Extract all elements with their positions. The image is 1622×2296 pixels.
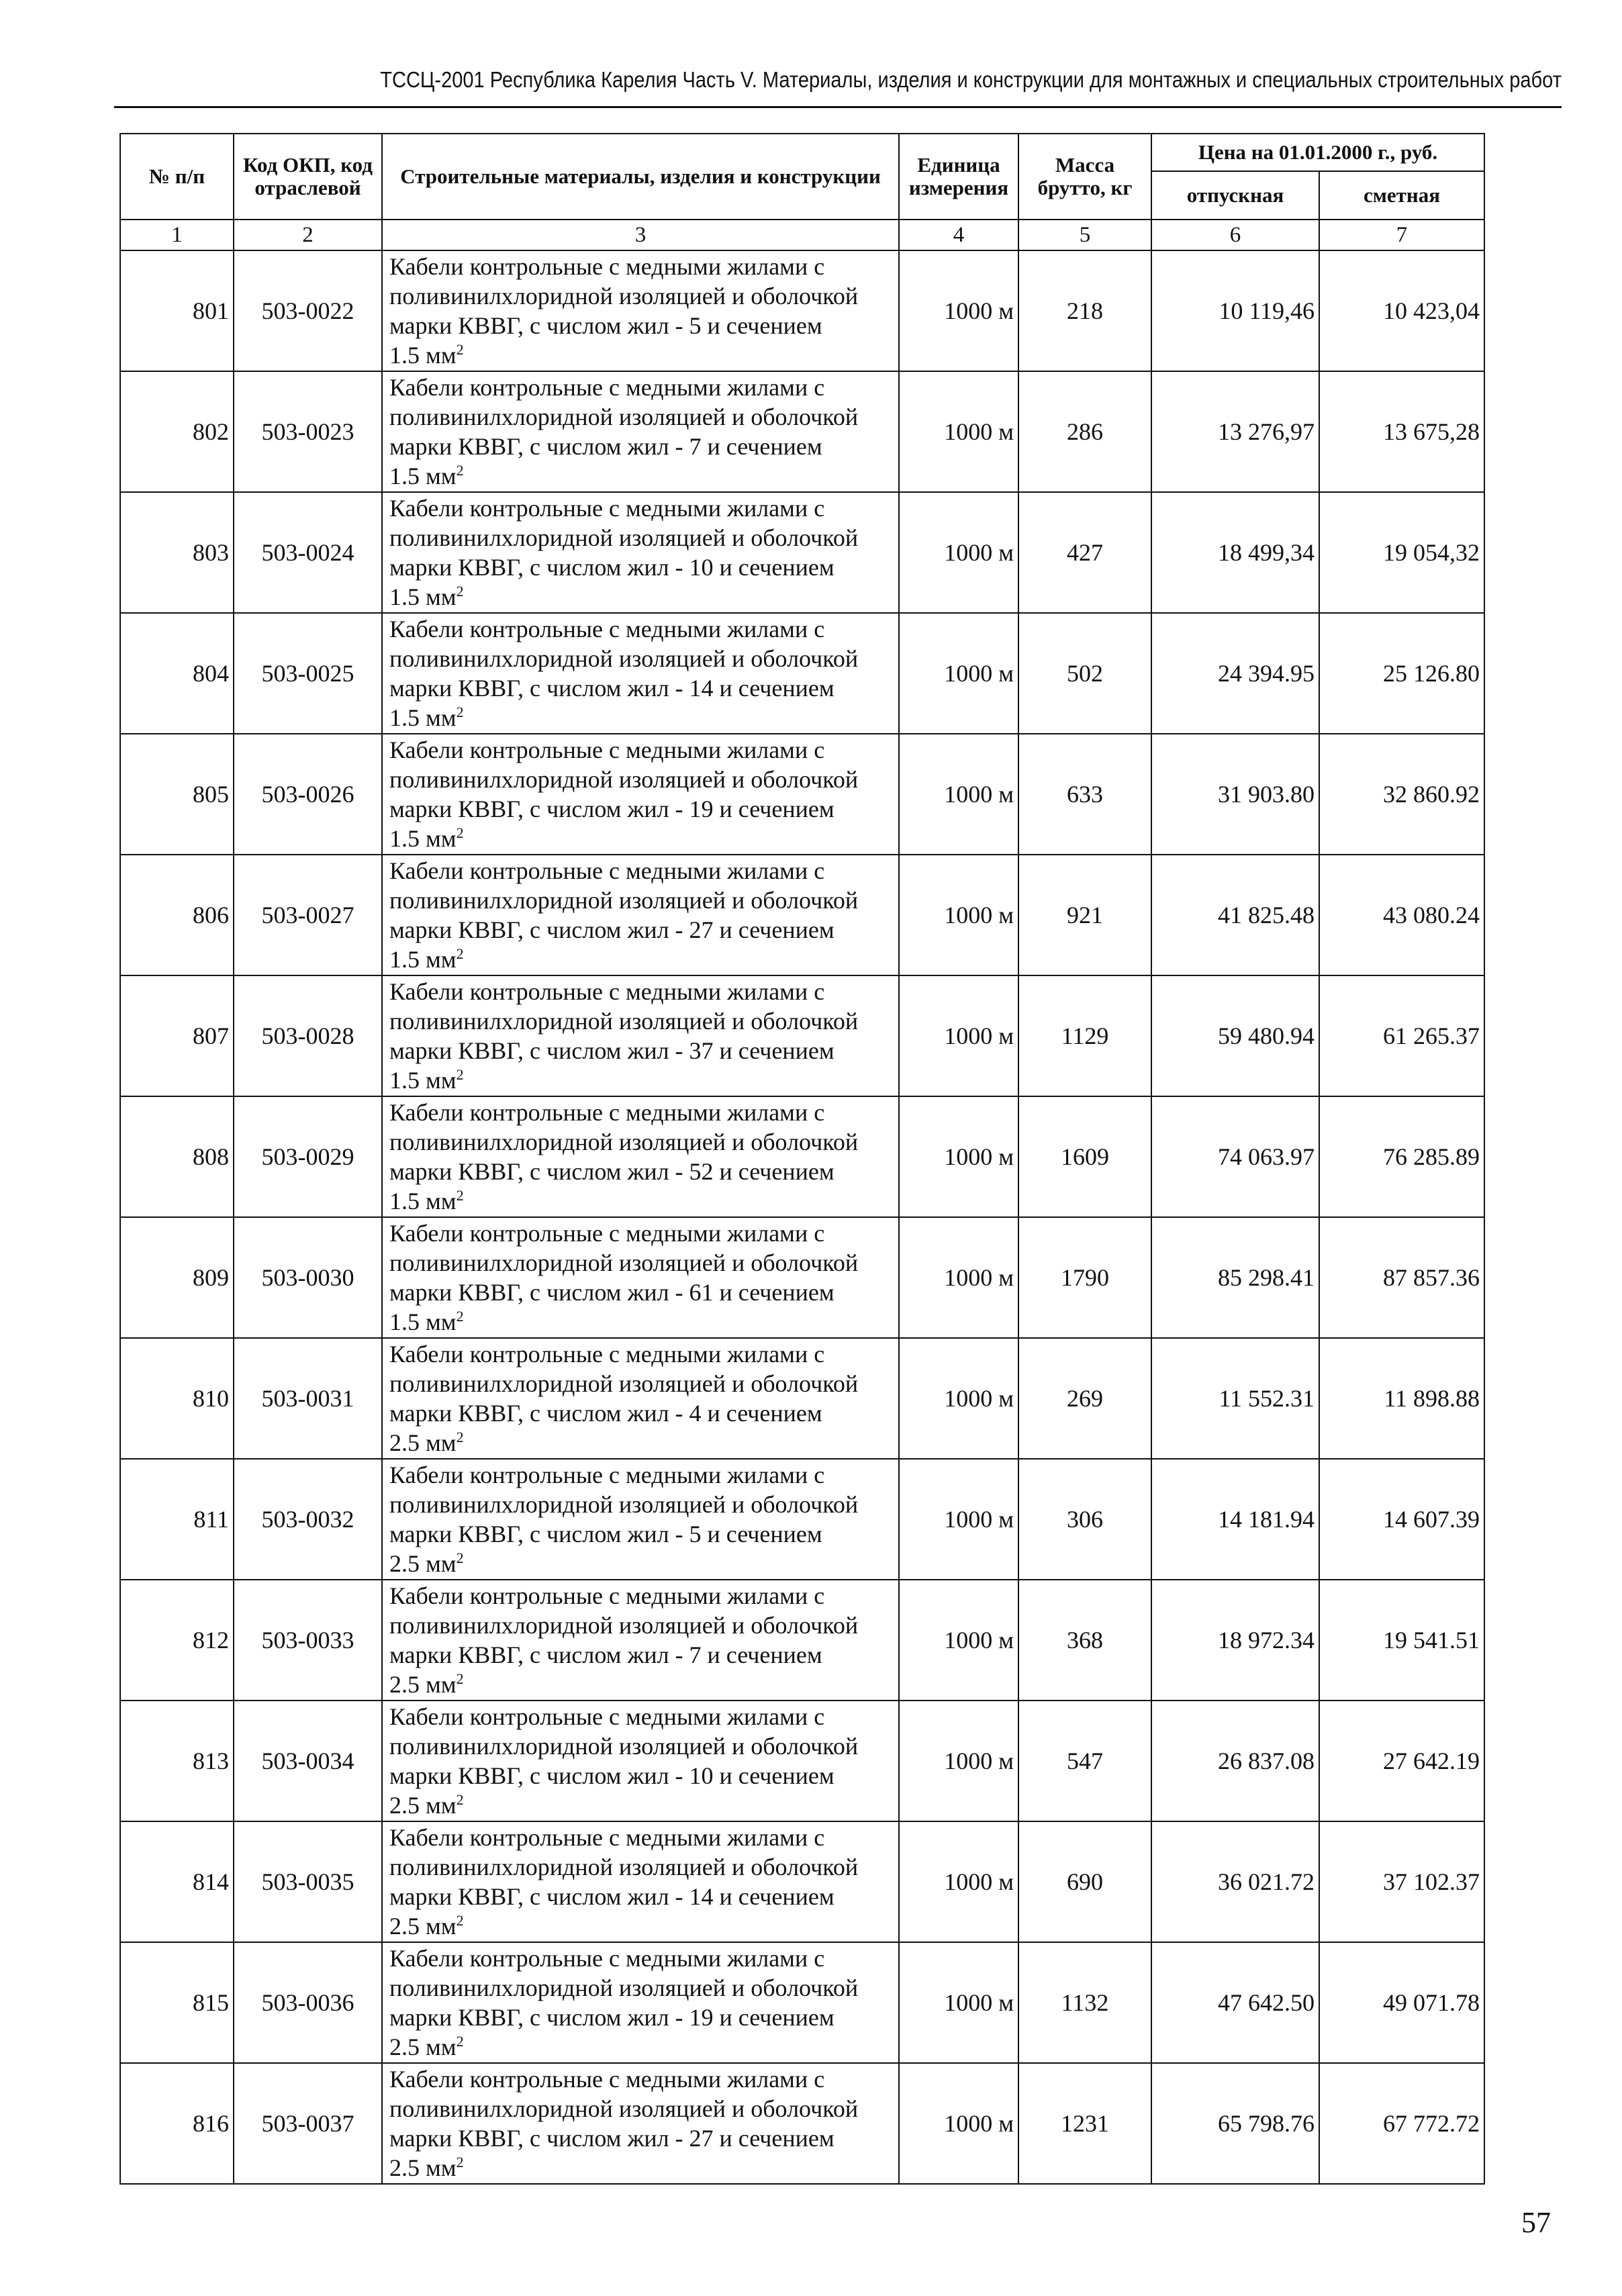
cross-section: 1.5 мм xyxy=(389,1067,457,1094)
description-line: марки КВВГ, с числом жил - 7 и сечением xyxy=(389,1641,822,1668)
cross-section: 1.5 мм xyxy=(389,463,457,489)
description-line: марки КВВГ, с числом жил - 10 и сечением xyxy=(389,1762,834,1789)
row-code: 503-0022 xyxy=(234,250,382,371)
superscript: 2 xyxy=(456,1791,464,1808)
cross-section: 1.5 мм xyxy=(389,825,457,852)
description-line xyxy=(389,703,898,732)
page-number: 57 xyxy=(1521,2206,1551,2239)
row-number: 812 xyxy=(120,1580,234,1701)
description-line: Кабели контрольные с медными жилами с xyxy=(389,857,825,884)
table-row xyxy=(120,250,1484,371)
row-code: 503-0035 xyxy=(234,1821,382,1942)
row-estimate-price: 10 423,04 xyxy=(1319,250,1484,371)
row-number: 801 xyxy=(120,250,234,371)
row-code: 503-0036 xyxy=(234,1942,382,2063)
superscript: 2 xyxy=(456,1549,464,1566)
row-release-price: 31 903.80 xyxy=(1151,734,1319,855)
row-number: 815 xyxy=(120,1942,234,2063)
row-estimate-price: 49 071.78 xyxy=(1319,1942,1484,2063)
description-line xyxy=(389,1670,898,1699)
description-line: поливинилхлоридной изоляцией и оболочкой xyxy=(389,1491,859,1518)
row-unit: 1000 м xyxy=(899,1701,1018,1821)
row-mass: 1129 xyxy=(1018,975,1151,1096)
description-line: поливинилхлоридной изоляцией и оболочкой xyxy=(389,1008,859,1035)
description-line: марки КВВГ, с числом жил - 37 и сечением xyxy=(389,1037,834,1064)
table-row xyxy=(120,1942,1484,2063)
cross-section: 2.5 мм xyxy=(389,2034,457,2060)
row-release-price: 41 825.48 xyxy=(1151,855,1319,975)
column-number: 2 xyxy=(234,220,382,250)
col-header-mass: Масса брутто, кг xyxy=(1018,134,1151,220)
description-line: Кабели контрольные с медными жилами с xyxy=(389,1220,825,1247)
row-mass: 269 xyxy=(1018,1338,1151,1459)
description-line xyxy=(389,461,898,491)
row-code: 503-0028 xyxy=(234,975,382,1096)
row-estimate-price: 43 080.24 xyxy=(1319,855,1484,975)
row-description xyxy=(382,1096,899,1217)
row-code: 503-0032 xyxy=(234,1459,382,1580)
superscript: 2 xyxy=(456,1429,464,1445)
col-header-release: отпускная xyxy=(1151,171,1319,220)
row-code: 503-0027 xyxy=(234,855,382,975)
row-estimate-price: 19 541.51 xyxy=(1319,1580,1484,1701)
description-line: поливинилхлоридной изоляцией и оболочкой xyxy=(389,645,859,672)
row-number: 806 xyxy=(120,855,234,975)
row-number: 802 xyxy=(120,371,234,492)
row-description xyxy=(382,1338,899,1459)
row-description xyxy=(382,734,899,855)
row-unit: 1000 м xyxy=(899,1580,1018,1701)
row-mass: 286 xyxy=(1018,371,1151,492)
row-estimate-price: 37 102.37 xyxy=(1319,1821,1484,1942)
superscript: 2 xyxy=(456,1066,464,1083)
row-code: 503-0034 xyxy=(234,1701,382,1821)
row-estimate-price: 32 860.92 xyxy=(1319,734,1484,855)
column-number: 5 xyxy=(1018,220,1151,250)
row-estimate-price: 19 054,32 xyxy=(1319,492,1484,613)
row-estimate-price: 61 265.37 xyxy=(1319,975,1484,1096)
row-description xyxy=(382,613,899,734)
row-unit: 1000 м xyxy=(899,855,1018,975)
description-line: Кабели контрольные с медными жилами с xyxy=(389,1099,825,1126)
description-line: поливинилхлоридной изоляцией и оболочкой xyxy=(389,283,859,309)
row-code: 503-0033 xyxy=(234,1580,382,1701)
superscript: 2 xyxy=(456,2154,464,2170)
row-number: 803 xyxy=(120,492,234,613)
row-mass: 690 xyxy=(1018,1821,1151,1942)
col-header-price: Цена на 01.01.2000 г., руб. xyxy=(1151,134,1484,171)
table-row xyxy=(120,371,1484,492)
col-header-estimate: сметная xyxy=(1319,171,1484,220)
row-code: 503-0023 xyxy=(234,371,382,492)
row-description xyxy=(382,1459,899,1580)
row-description xyxy=(382,855,899,975)
table-row xyxy=(120,1701,1484,1821)
description-line: марки КВВГ, с числом жил - 27 и сечением xyxy=(389,2125,834,2152)
row-code: 503-0029 xyxy=(234,1096,382,1217)
column-number: 4 xyxy=(899,220,1018,250)
row-unit: 1000 м xyxy=(899,2063,1018,2184)
row-estimate-price: 87 857.36 xyxy=(1319,1217,1484,1338)
description-line: поливинилхлоридной изоляцией и оболочкой xyxy=(389,1612,859,1639)
description-line: Кабели контрольные с медными жилами с xyxy=(389,1703,825,1730)
description-line: Кабели контрольные с медными жилами с xyxy=(389,1582,825,1609)
description-line: Кабели контрольные с медными жилами с xyxy=(389,1341,825,1368)
row-unit: 1000 м xyxy=(899,975,1018,1096)
description-line: поливинилхлоридной изоляцией и оболочкой xyxy=(389,1854,859,1880)
description-line: поливинилхлоридной изоляцией и оболочкой xyxy=(389,1249,859,1276)
row-release-price: 85 298.41 xyxy=(1151,1217,1319,1338)
description-line: Кабели контрольные с медными жилами с xyxy=(389,1824,825,1851)
row-code: 503-0037 xyxy=(234,2063,382,2184)
description-line xyxy=(389,945,898,974)
description-line: марки КВВГ, с числом жил - 5 и сечением xyxy=(389,1521,822,1547)
superscript: 2 xyxy=(456,824,464,841)
superscript: 2 xyxy=(456,945,464,962)
row-number: 809 xyxy=(120,1217,234,1338)
row-estimate-price: 11 898.88 xyxy=(1319,1338,1484,1459)
row-number: 807 xyxy=(120,975,234,1096)
description-line: Кабели контрольные с медными жилами с xyxy=(389,978,825,1005)
superscript: 2 xyxy=(456,1308,464,1325)
row-release-price: 18 499,34 xyxy=(1151,492,1319,613)
description-line: поливинилхлоридной изоляцией и оболочкой xyxy=(389,2095,859,2122)
description-line: марки КВВГ, с числом жил - 27 и сечением xyxy=(389,916,834,943)
cross-section: 1.5 мм xyxy=(389,946,457,973)
description-line: марки КВВГ, с числом жил - 7 и сечением xyxy=(389,433,822,460)
cross-section: 2.5 мм xyxy=(389,1429,457,1456)
row-number: 813 xyxy=(120,1701,234,1821)
table-row xyxy=(120,1096,1484,1217)
row-description xyxy=(382,975,899,1096)
description-line: Кабели контрольные с медными жилами с xyxy=(389,2066,825,2093)
row-estimate-price: 27 642.19 xyxy=(1319,1701,1484,1821)
description-line: Кабели контрольные с медными жилами с xyxy=(389,1462,825,1488)
row-release-price: 47 642.50 xyxy=(1151,1942,1319,2063)
description-line: Кабели контрольные с медными жилами с xyxy=(389,616,825,642)
superscript: 2 xyxy=(456,341,464,358)
table-row xyxy=(120,1338,1484,1459)
row-description xyxy=(382,2063,899,2184)
description-line: Кабели контрольные с медными жилами с xyxy=(389,253,825,280)
row-number: 816 xyxy=(120,2063,234,2184)
row-description xyxy=(382,1942,899,2063)
description-line: марки КВВГ, с числом жил - 19 и сечением xyxy=(389,796,834,822)
row-release-price: 24 394.95 xyxy=(1151,613,1319,734)
description-line: Кабели контрольные с медными жилами с xyxy=(389,1945,825,1972)
page-header: ТССЦ-2001 Республика Карелия Часть V. Материалы, изделия и конструкции для монтажных и специальных строительных работ xyxy=(380,67,1562,92)
row-mass: 1790 xyxy=(1018,1217,1151,1338)
row-mass: 427 xyxy=(1018,492,1151,613)
row-number: 814 xyxy=(120,1821,234,1942)
column-number: 3 xyxy=(382,220,899,250)
row-unit: 1000 м xyxy=(899,371,1018,492)
description-line: марки КВВГ, с числом жил - 14 и сечением xyxy=(389,675,834,702)
price-table xyxy=(120,133,1485,2185)
row-mass: 547 xyxy=(1018,1701,1151,1821)
description-line: поливинилхлоридной изоляцией и оболочкой xyxy=(389,1974,859,2001)
table-row xyxy=(120,613,1484,734)
row-mass: 368 xyxy=(1018,1580,1151,1701)
description-line xyxy=(389,1307,898,1337)
table-row xyxy=(120,855,1484,975)
row-mass: 218 xyxy=(1018,250,1151,371)
description-line: марки КВВГ, с числом жил - 4 и сечением xyxy=(389,1400,822,1427)
cross-section: 1.5 мм xyxy=(389,583,457,610)
row-mass: 306 xyxy=(1018,1459,1151,1580)
description-line: Кабели контрольные с медными жилами с xyxy=(389,495,825,522)
cross-section: 1.5 мм xyxy=(389,1308,457,1335)
superscript: 2 xyxy=(456,1912,464,1929)
description-line xyxy=(389,1911,898,1941)
row-code: 503-0031 xyxy=(234,1338,382,1459)
column-number: 1 xyxy=(120,220,234,250)
row-unit: 1000 м xyxy=(899,1821,1018,1942)
table-row xyxy=(120,1821,1484,1942)
description-line: поливинилхлоридной изоляцией и оболочкой xyxy=(389,1129,859,1155)
row-estimate-price: 13 675,28 xyxy=(1319,371,1484,492)
header-rule xyxy=(114,106,1562,108)
column-number-row xyxy=(120,220,1484,250)
table-row xyxy=(120,1459,1484,1580)
row-release-price: 10 119,46 xyxy=(1151,250,1319,371)
row-release-price: 26 837.08 xyxy=(1151,1701,1319,1821)
row-unit: 1000 м xyxy=(899,250,1018,371)
cross-section: 2.5 мм xyxy=(389,1913,457,1940)
table-row xyxy=(120,1217,1484,1338)
row-number: 811 xyxy=(120,1459,234,1580)
row-estimate-price: 25 126.80 xyxy=(1319,613,1484,734)
row-description xyxy=(382,250,899,371)
row-release-price: 13 276,97 xyxy=(1151,371,1319,492)
table-row xyxy=(120,1580,1484,1701)
row-unit: 1000 м xyxy=(899,613,1018,734)
cross-section: 2.5 мм xyxy=(389,2154,457,2181)
description-line xyxy=(389,2032,898,2062)
superscript: 2 xyxy=(456,704,464,720)
row-release-price: 59 480.94 xyxy=(1151,975,1319,1096)
row-description xyxy=(382,1701,899,1821)
row-code: 503-0025 xyxy=(234,613,382,734)
row-description xyxy=(382,492,899,613)
description-line: марки КВВГ, с числом жил - 52 и сечением xyxy=(389,1158,834,1185)
col-header-unit: Единица измерения xyxy=(899,134,1018,220)
description-line: поливинилхлоридной изоляцией и оболочкой xyxy=(389,1733,859,1760)
description-line: поливинилхлоридной изоляцией и оболочкой xyxy=(389,766,859,793)
row-number: 808 xyxy=(120,1096,234,1217)
row-description xyxy=(382,1821,899,1942)
description-line: марки КВВГ, с числом жил - 5 и сечением xyxy=(389,312,822,339)
col-header-name: Строительные материалы, изделия и конструкции xyxy=(382,134,899,220)
row-description xyxy=(382,1580,899,1701)
description-line xyxy=(389,824,898,853)
row-release-price: 11 552.31 xyxy=(1151,1338,1319,1459)
row-estimate-price: 76 285.89 xyxy=(1319,1096,1484,1217)
description-line: поливинилхлоридной изоляцией и оболочкой xyxy=(389,1370,859,1397)
superscript: 2 xyxy=(456,1670,464,1687)
description-line xyxy=(389,1065,898,1095)
row-mass: 921 xyxy=(1018,855,1151,975)
cross-section: 2.5 мм xyxy=(389,1550,457,1577)
row-mass: 1132 xyxy=(1018,1942,1151,2063)
row-release-price: 14 181.94 xyxy=(1151,1459,1319,1580)
description-line xyxy=(389,1186,898,1216)
superscript: 2 xyxy=(456,462,464,479)
cross-section: 2.5 мм xyxy=(389,1792,457,1819)
row-mass: 502 xyxy=(1018,613,1151,734)
row-description xyxy=(382,371,899,492)
row-unit: 1000 м xyxy=(899,1459,1018,1580)
table-row xyxy=(120,734,1484,855)
cross-section: 1.5 мм xyxy=(389,1188,457,1214)
column-number: 6 xyxy=(1151,220,1319,250)
col-header-code: Код ОКП, код отраслевой xyxy=(234,134,382,220)
description-line: поливинилхлоридной изоляцией и оболочкой xyxy=(389,887,859,914)
description-line xyxy=(389,340,898,370)
row-number: 805 xyxy=(120,734,234,855)
description-line: поливинилхлоридной изоляцией и оболочкой xyxy=(389,403,859,430)
description-line: марки КВВГ, с числом жил - 10 и сечением xyxy=(389,554,834,581)
row-code: 503-0026 xyxy=(234,734,382,855)
table-body xyxy=(120,250,1484,2184)
row-release-price: 65 798.76 xyxy=(1151,2063,1319,2184)
row-unit: 1000 м xyxy=(899,1942,1018,2063)
column-number: 7 xyxy=(1319,220,1484,250)
row-release-price: 18 972.34 xyxy=(1151,1580,1319,1701)
row-estimate-price: 67 772.72 xyxy=(1319,2063,1484,2184)
description-line: поливинилхлоридной изоляцией и оболочкой xyxy=(389,524,859,551)
description-line: марки КВВГ, с числом жил - 14 и сечением xyxy=(389,1883,834,1910)
cross-section: 2.5 мм xyxy=(389,1671,457,1698)
row-release-price: 74 063.97 xyxy=(1151,1096,1319,1217)
row-unit: 1000 м xyxy=(899,1096,1018,1217)
description-line xyxy=(389,582,898,612)
cross-section: 1.5 мм xyxy=(389,704,457,731)
row-unit: 1000 м xyxy=(899,1338,1018,1459)
description-line: Кабели контрольные с медными жилами с xyxy=(389,374,825,401)
row-mass: 633 xyxy=(1018,734,1151,855)
description-line xyxy=(389,1549,898,1578)
description-line: марки КВВГ, с числом жил - 19 и сечением xyxy=(389,2004,834,2031)
row-mass: 1609 xyxy=(1018,1096,1151,1217)
superscript: 2 xyxy=(456,583,464,600)
row-unit: 1000 м xyxy=(899,1217,1018,1338)
table-row xyxy=(120,492,1484,613)
description-line xyxy=(389,1790,898,1820)
table-row xyxy=(120,975,1484,1096)
row-code: 503-0024 xyxy=(234,492,382,613)
superscript: 2 xyxy=(456,2033,464,2050)
row-number: 804 xyxy=(120,613,234,734)
row-mass: 1231 xyxy=(1018,2063,1151,2184)
row-code: 503-0030 xyxy=(234,1217,382,1338)
row-description xyxy=(382,1217,899,1338)
description-line: марки КВВГ, с числом жил - 61 и сечением xyxy=(389,1279,834,1306)
superscript: 2 xyxy=(456,1187,464,1204)
row-release-price: 36 021.72 xyxy=(1151,1821,1319,1942)
table-header xyxy=(120,134,1484,250)
description-line xyxy=(389,2153,898,2183)
description-line: Кабели контрольные с медными жилами с xyxy=(389,736,825,763)
table-row xyxy=(120,2063,1484,2184)
row-unit: 1000 м xyxy=(899,492,1018,613)
cross-section: 1.5 мм xyxy=(389,342,457,369)
row-estimate-price: 14 607.39 xyxy=(1319,1459,1484,1580)
col-header-num: № п/п xyxy=(120,134,234,220)
row-unit: 1000 м xyxy=(899,734,1018,855)
description-line xyxy=(389,1428,898,1457)
row-number: 810 xyxy=(120,1338,234,1459)
